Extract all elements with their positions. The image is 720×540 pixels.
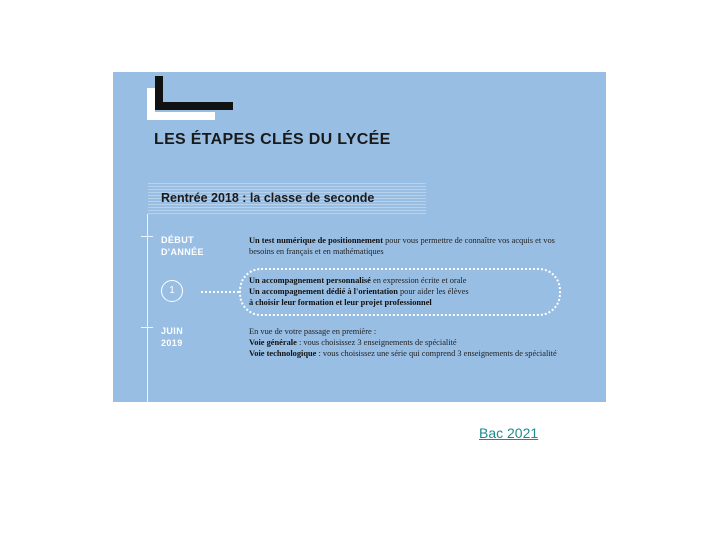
period-label-start: DÉBUT D'ANNÉE [161, 235, 204, 257]
text-block-accompaniment: Un accompagnement personnalisé en expression écrite et orale Un accompagnement dédié à l'orientation pour aider les élèves à choisir leur formation et leur projet professionnel [249, 276, 469, 307]
infographic-title: LES ÉTAPES CLÉS DU LYCÉE [154, 131, 391, 148]
bac-2021-link[interactable]: Bac 2021 [479, 425, 539, 441]
timeline-line [147, 214, 148, 402]
dotted-connector [201, 291, 239, 293]
text-block-first-year: En vue de votre passage en première : Voie générale : vous choisissez 3 enseignements de spécialité Voie technologique : vous choisissez une série qui comprend 3 enseignements de spécialité [249, 327, 557, 358]
infographic-panel [113, 72, 606, 402]
infographic-subtitle: Rentrée 2018 : la classe de seconde [161, 191, 375, 205]
text-block-positioning: Un test numérique de positionnement pour vous permettre de connaître vos acquis et vos besoins en français et en mathématiques [249, 236, 555, 256]
timeline-tick [141, 236, 153, 237]
period-label-june: JUIN 2019 [161, 326, 184, 348]
bracket-logo [147, 76, 237, 126]
timeline-tick [141, 327, 153, 328]
step-number-badge: 1 [161, 280, 183, 302]
